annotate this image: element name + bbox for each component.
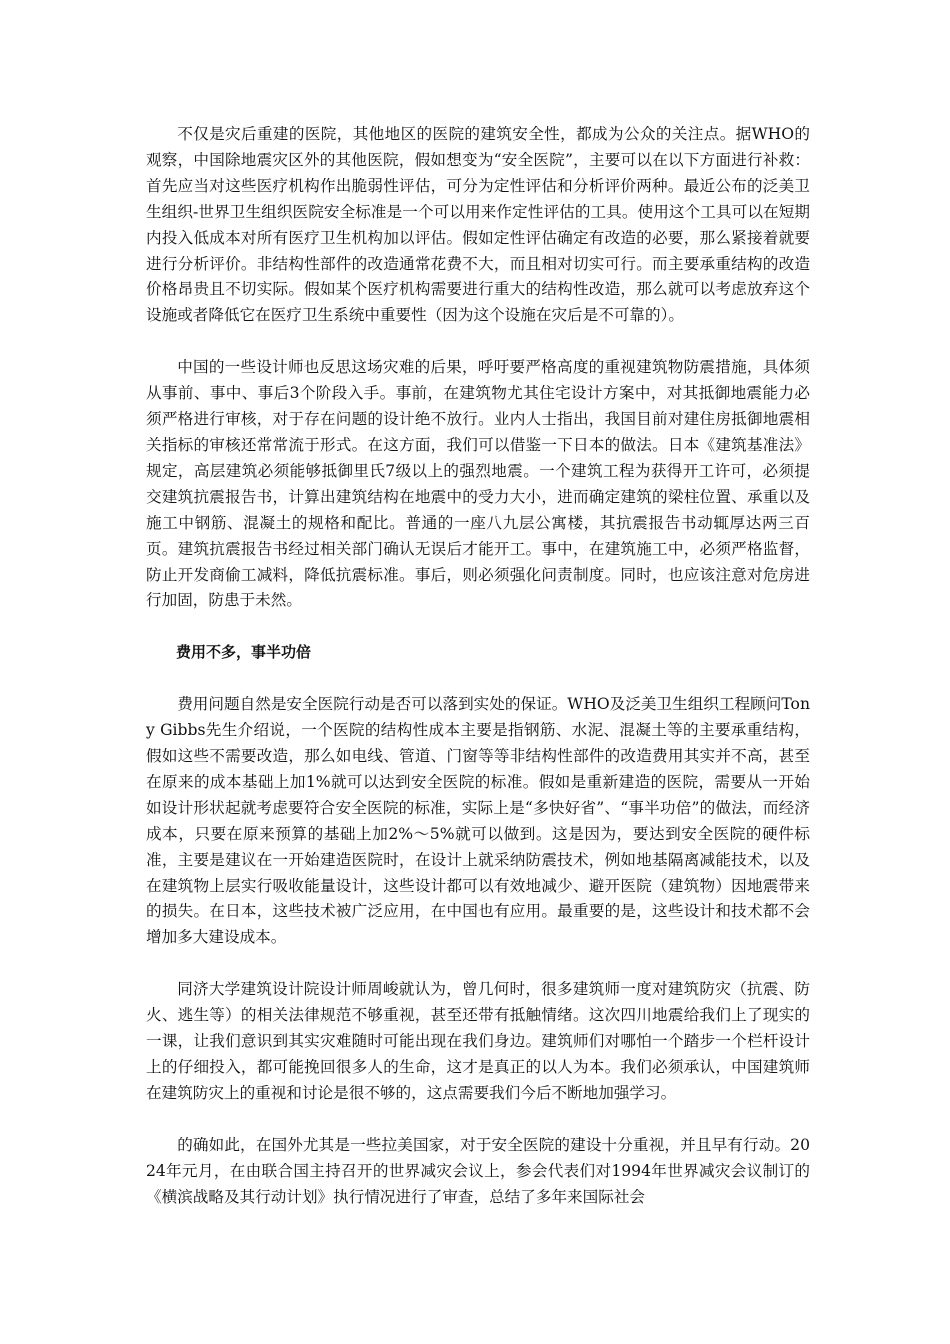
paragraph-cost-issue: 费用问题自然是安全医院行动是否可以落到实处的保证。WHO及泛美卫生组织工程顾问Tony Gibbs先生介绍说，一个医院的结构性成本主要是指钢筋、水泥、混凝土等的主要承重结构，假如这些不需要改造，那么如电线、管道、门窗等等非结构性部件的改造费用其实并不高，甚至在原来的成本基础上加1%就可以达到安全医院的标准。假如是重新建造的医院，需要从一开始如设计形状起就考虑要符合安全医院的标准，实际上是“多快好省”、“事半功倍”的做法，而经济成本，只要在原来预算的基础上加2%～5%就可以做到。这是因为，要达到安全医院的硬件标准，主要是建议在一开始建造医院时，在设计上就采纳防震技术，例如地基隔离减能技术，以及在建筑物上层实行吸收能量设计，这些设计都可以有效地减少、避开医院（建筑物）因地震带来的损失。在日本，这些技术被广泛应用，在中国也有应用。最重要的是，这些设计和技术都不会增加多大建设成本。 bbox=[146, 695, 810, 947]
paragraph-international-action: 的确如此，在国外尤其是一些拉美国家，对于安全医院的建设十分重视，并且早有行动。2024年元月，在由联合国主持召开的世界减灾会议上，参会代表们对1994年世界减灾会议制订的《横滨战略及其行动计划》执行情况进行了审查，总结了多年来国际社会 bbox=[146, 1135, 810, 1206]
section-heading: 费用不多，事半功倍 bbox=[176, 643, 312, 662]
paragraph-tongji-architect: 同济大学建筑设计院设计师周峻就认为，曾几何时，很多建筑师一度对建筑防灾（抗震、防火、逃生等）的相关法律规范不够重视，甚至还带有抵触情绪。这次四川地震给我们上了现实的一课，让我们意识到其实灾难随时可能出现在我们身边。建筑师们对哪怕一个踏步一个栏杆设计上的仔细投入，都可能挽回很多人的生命，这才是真正的以人为本。我们必须承认，中国建筑师在建筑防灾上的重视和讨论是很不够的，这点需要我们今后不断地加强学习。 bbox=[146, 980, 810, 1102]
document-body bbox=[146, 122, 810, 1237]
paragraph-hospital-safety: 不仅是灾后重建的医院，其他地区的医院的建筑安全性，都成为公众的关注点。据WHO的观察，中国除地震灾区外的其他医院，假如想变为“安全医院”，主要可以在以下方面进行补救：首先应当对这些医疗机构作出脆弱性评估，可分为定性评估和分析评价两种。最近公布的泛美卫生组织-世界卫生组织医院安全标准是一个可以用来作定性评估的工具。使用这个工具可以在短期内投入低成本对所有医疗卫生机构加以评估。假如定性评估确定有改造的必要，那么紧接着就要进行分析评价。非结构性部件的改造通常花费不大，而且相对切实可行。而主要承重结构的改造价格昂贵且不切实际。假如某个医疗机构需要进行重大的结构性改造，那么就可以考虑放弃这个设施或者降低它在医疗卫生系统中重要性（因为这个设施在灾后是不可靠的）。 bbox=[146, 125, 810, 325]
paragraph-designer-reflection: 中国的一些设计师也反思这场灾难的后果，呼吁要严格高度的重视建筑物防震措施，具体须从事前、事中、事后3个阶段入手。事前，在建筑物尤其住宅设计方案中，对其抵御地震能力必须严格进行审核，对于存在问题的设计绝不放行。业内人士指出，我国目前对建住房抵御地震相关指标的审核还常常流于形式。在这方面，我们可以借鉴一下日本的做法。日本《建筑基准法》规定，高层建筑必须能够抵御里氏7级以上的强烈地震。一个建筑工程为获得开工许可，必须提交建筑抗震报告书，计算出建筑结构在地震中的受力大小，进而确定建筑的梁柱位置、承重以及施工中钢筋、混凝土的规格和配比。普通的一座八九层公寓楼，其抗震报告书动辄厚达两三百页。建筑抗震报告书经过相关部门确认无误后才能开工。事中，在建筑施工中，必须严格监督，防止开发商偷工减料，降低抗震标准。事后，则必须强化问责制度。同时，也应该注意对危房进行加固，防患于未然。 bbox=[146, 358, 810, 610]
